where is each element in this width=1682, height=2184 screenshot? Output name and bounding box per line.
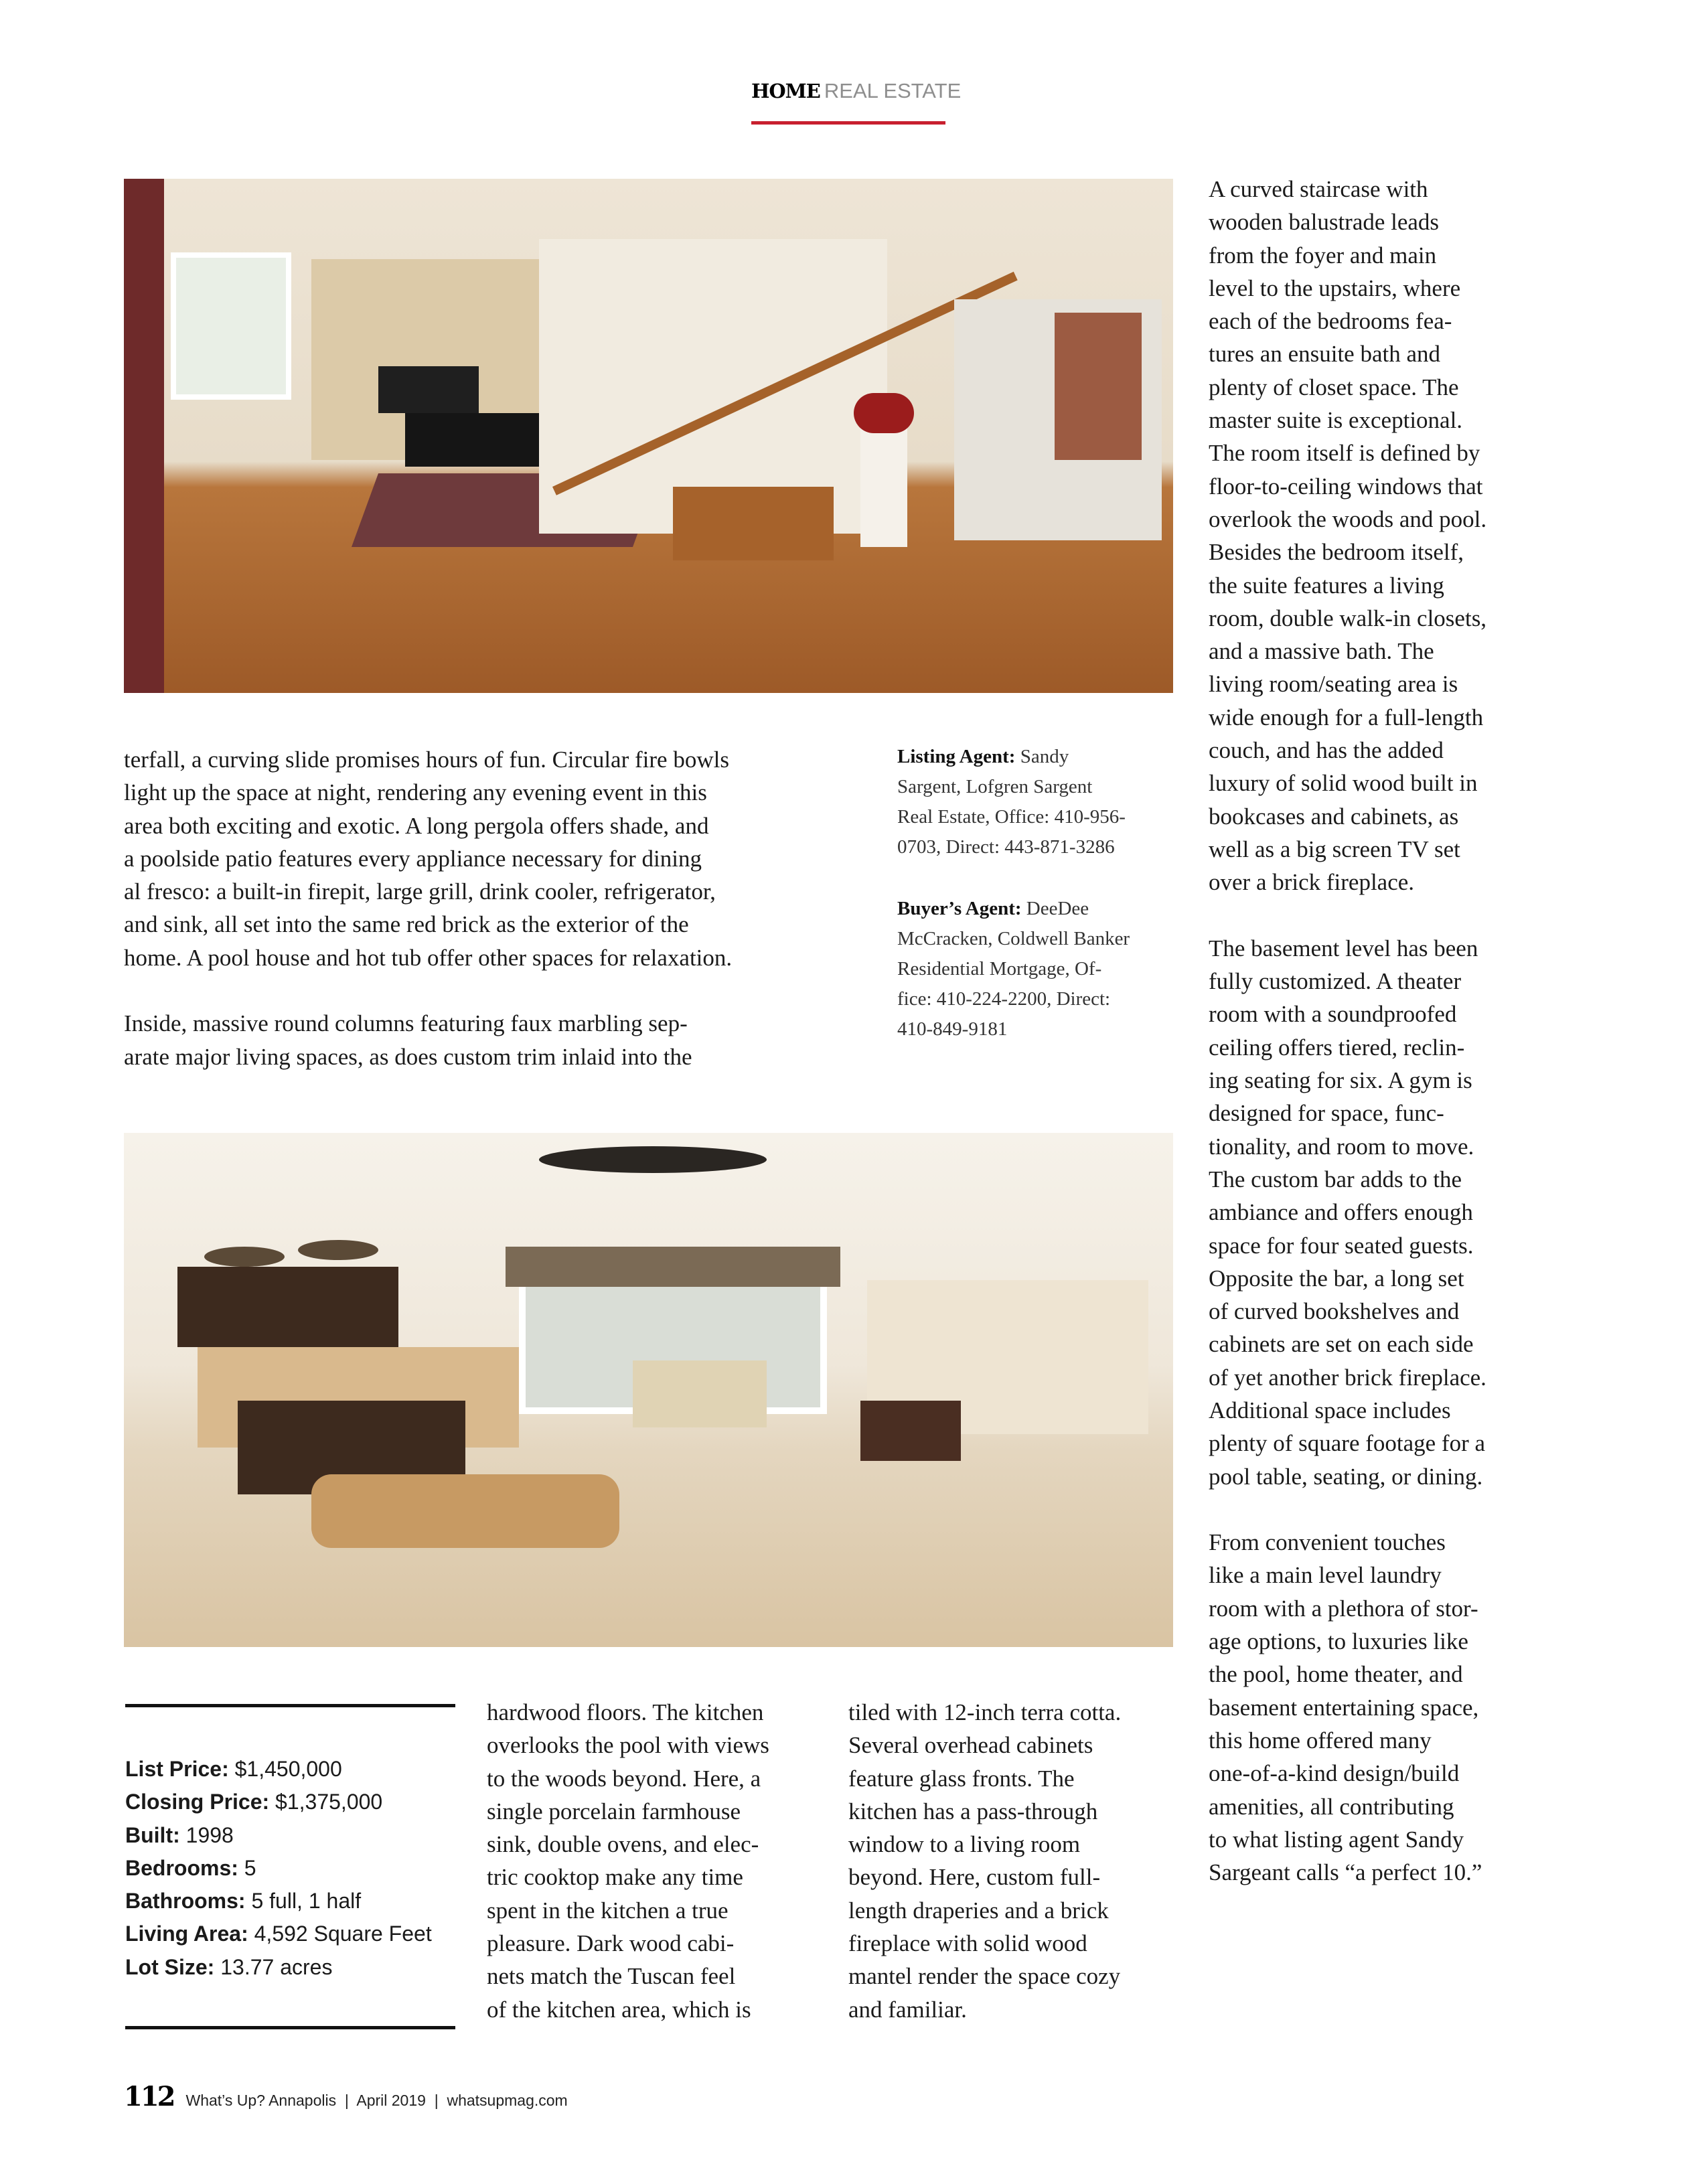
stat-label: Bedrooms:: [125, 1855, 238, 1880]
stat-value: $1,375,000: [275, 1790, 383, 1814]
listing-agent-info: [897, 742, 1178, 862]
header-accent-rule: [751, 121, 945, 125]
listing-agent-label: Listing Agent:: [897, 746, 1016, 767]
foyer-staircase-photo: [124, 179, 1173, 693]
stat-label: Lot Size:: [125, 1954, 215, 1979]
article-text-mid: terfall, a curving slide promises hours of fun. Circular fire bowls light up the space at night, rendering any evening event in this area both exciting and exotic. A long pergola offers shade, and a poolside patio features every appliance necessary for dining al fresco: a built-in firepit, large grill, drink cooler, refrigerator, and sink, all set into the same red brick as the exterior of the home. A pool house and hot tub offer other spaces for relaxation. Inside, massive round columns featuring faux marbling sep- arate major living spaces, as does custom trim inlaid into the: [124, 747, 733, 1070]
section-header: [751, 79, 962, 103]
page-number: 112: [124, 2081, 174, 2112]
stat-label: List Price:: [125, 1757, 229, 1781]
stat-value: 5 full, 1 half: [251, 1889, 362, 1914]
buyer-agent-info: [897, 894, 1178, 1044]
stat-bedrooms: [125, 1852, 432, 1885]
stat-value: $1,450,000: [234, 1757, 342, 1781]
stat-lot-size: [125, 1951, 432, 1984]
stat-list-price: [125, 1753, 432, 1786]
subsection-label: REAL ESTATE: [824, 79, 962, 102]
article-text-right: A curved staircase with wooden balustrade leads from the foyer and main level to the upstairs, where each of the bedrooms fea- tures an ensuite bath and plenty of closet space. The master suite is exceptional. The room itself is defined by floor-to-ceiling windows that overlook the woods and pool. Besides the bedroom itself, the suite features a living room, double walk-in closets, and a massive bath. The living room/seating area is wide enough for a full-length couch, and has the added luxury of solid wood built in bookcases and cabinets, as well as a big screen TV set over a brick fireplace. The basement level has been fully customized. A theater room with a soundproofed ceiling offers tiered, reclin- ing seating for six. A gym is designed for space, func- tionality, and room to move. The custom bar adds to the ambiance and offers enough space for four seated guests. Opposite the bar, a long set of curved bookshelves and cabinets are set on each side of yet another brick fireplace. Additional space includes plenty of square footage for a pool table, seating, or dining. From convenient touches like a main level laundry room with a plethora of stor- age options, to luxuries like the pool, home theater, and basement entertaining space, this home offered many one-of-a-kind design/build amenities, all contributing to what listing agent Sandy Sargeant calls “a perfect 10.”: [1209, 176, 1487, 1886]
stat-closing-price: [125, 1786, 432, 1818]
stat-label: Bathrooms:: [125, 1889, 246, 1914]
footer-publication: What’s Up? Annapolis | April 2019 | whatsupmag.com: [185, 2092, 568, 2109]
stat-bathrooms: [125, 1885, 432, 1918]
stat-value: 1998: [185, 1822, 234, 1847]
buyer-agent-text: DeeDee McCracken, Coldwell Banker Residential Mortgage, Of- fice: 410-224-2200, Direct: 410-849-9181: [897, 898, 1130, 1040]
section-label: HOME: [751, 80, 820, 102]
stat-label: Living Area:: [125, 1922, 248, 1946]
stat-value: 13.77 acres: [220, 1954, 333, 1979]
page-footer: [124, 2081, 568, 2112]
article-text-col2: hardwood floors. The kitchen overlooks the pool with views to the woods beyond. Here, a single porcelain farmhouse sink, double ovens, and elec- tric cooktop make any time spent in the kitchen a true pleasure. Dark wood cabi- nets match the Tuscan feel of the kitchen area, which is: [487, 1699, 769, 2023]
stat-living-area: [125, 1918, 432, 1950]
stat-value: 5: [244, 1855, 256, 1880]
article-text-col3: tiled with 12-inch terra cotta. Several overhead cabinets feature glass fronts. The kitchen has a pass-through window to a living room beyond. Here, custom full- length draperies and a brick fireplace with solid wood mantel render the space cozy and familiar.: [848, 1699, 1122, 2023]
master-suite-photo: [124, 1133, 1173, 1647]
stats-top-rule: [125, 1704, 455, 1707]
buyer-agent-label: Buyer’s Agent:: [897, 898, 1022, 919]
stat-value: 4,592 Square Feet: [254, 1922, 432, 1946]
stat-label: Built:: [125, 1822, 180, 1847]
stats-bottom-rule: [125, 2026, 455, 2029]
stat-label: Closing Price:: [125, 1790, 270, 1814]
stat-built: [125, 1819, 432, 1852]
property-stats: [125, 1753, 432, 1984]
listing-agent-text: Sandy Sargent, Lofgren Sargent Real Estate, Office: 410-956- 0703, Direct: 443-871-3286: [897, 746, 1126, 858]
